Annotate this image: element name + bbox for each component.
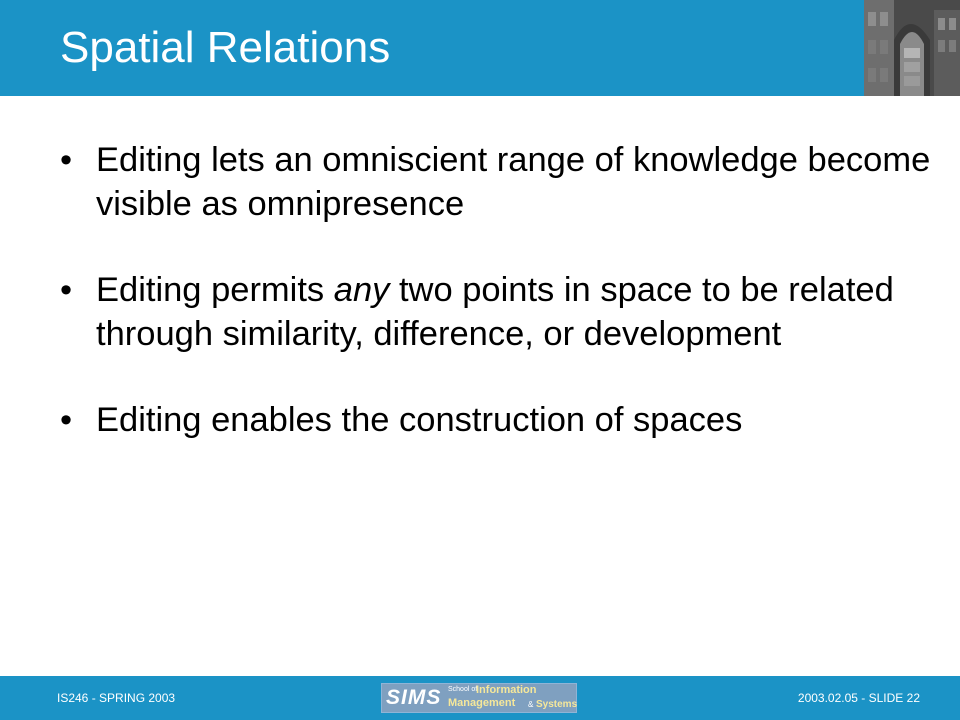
logo-school-of-text: School of <box>448 686 478 693</box>
sims-logo <box>381 683 577 713</box>
bullet-text-italic: any <box>333 271 390 309</box>
building-photo <box>864 0 960 96</box>
bullet-text-run: two points in space to be related through similarity, difference, or development <box>96 271 894 353</box>
bullet-text <box>96 271 894 353</box>
bullet-text <box>96 141 930 223</box>
logo-management-text: Management <box>448 697 516 709</box>
logo-information-text: Information <box>476 684 537 696</box>
bullet-text-run: Editing enables the construction of spaces <box>96 401 743 439</box>
footer-bar <box>0 676 960 720</box>
bullet-list <box>60 138 940 442</box>
bullet-item <box>60 268 940 356</box>
bullet-dot-icon: • <box>60 401 73 439</box>
bullet-item <box>60 398 940 442</box>
title-bar <box>0 0 864 96</box>
slide-title: Spatial Relations <box>60 23 391 72</box>
bullet-text-run: Editing permits <box>96 271 334 309</box>
bullet-item <box>60 138 940 226</box>
footer-course-label: IS246 - SPRING 2003 <box>57 691 176 705</box>
footer-slide-number: 2003.02.05 - SLIDE 22 <box>797 691 920 705</box>
bullet-text-run: Editing lets an omniscient range of knowledge become visible as omnipresence <box>96 141 931 223</box>
logo-amp-text: & <box>528 700 534 709</box>
bullet-dot-icon: • <box>60 271 73 309</box>
logo-systems-text: Systems <box>536 699 578 710</box>
bullet-dot-icon: • <box>60 141 73 179</box>
bullet-text <box>96 401 742 439</box>
logo-sims-text: SIMS <box>386 686 442 709</box>
